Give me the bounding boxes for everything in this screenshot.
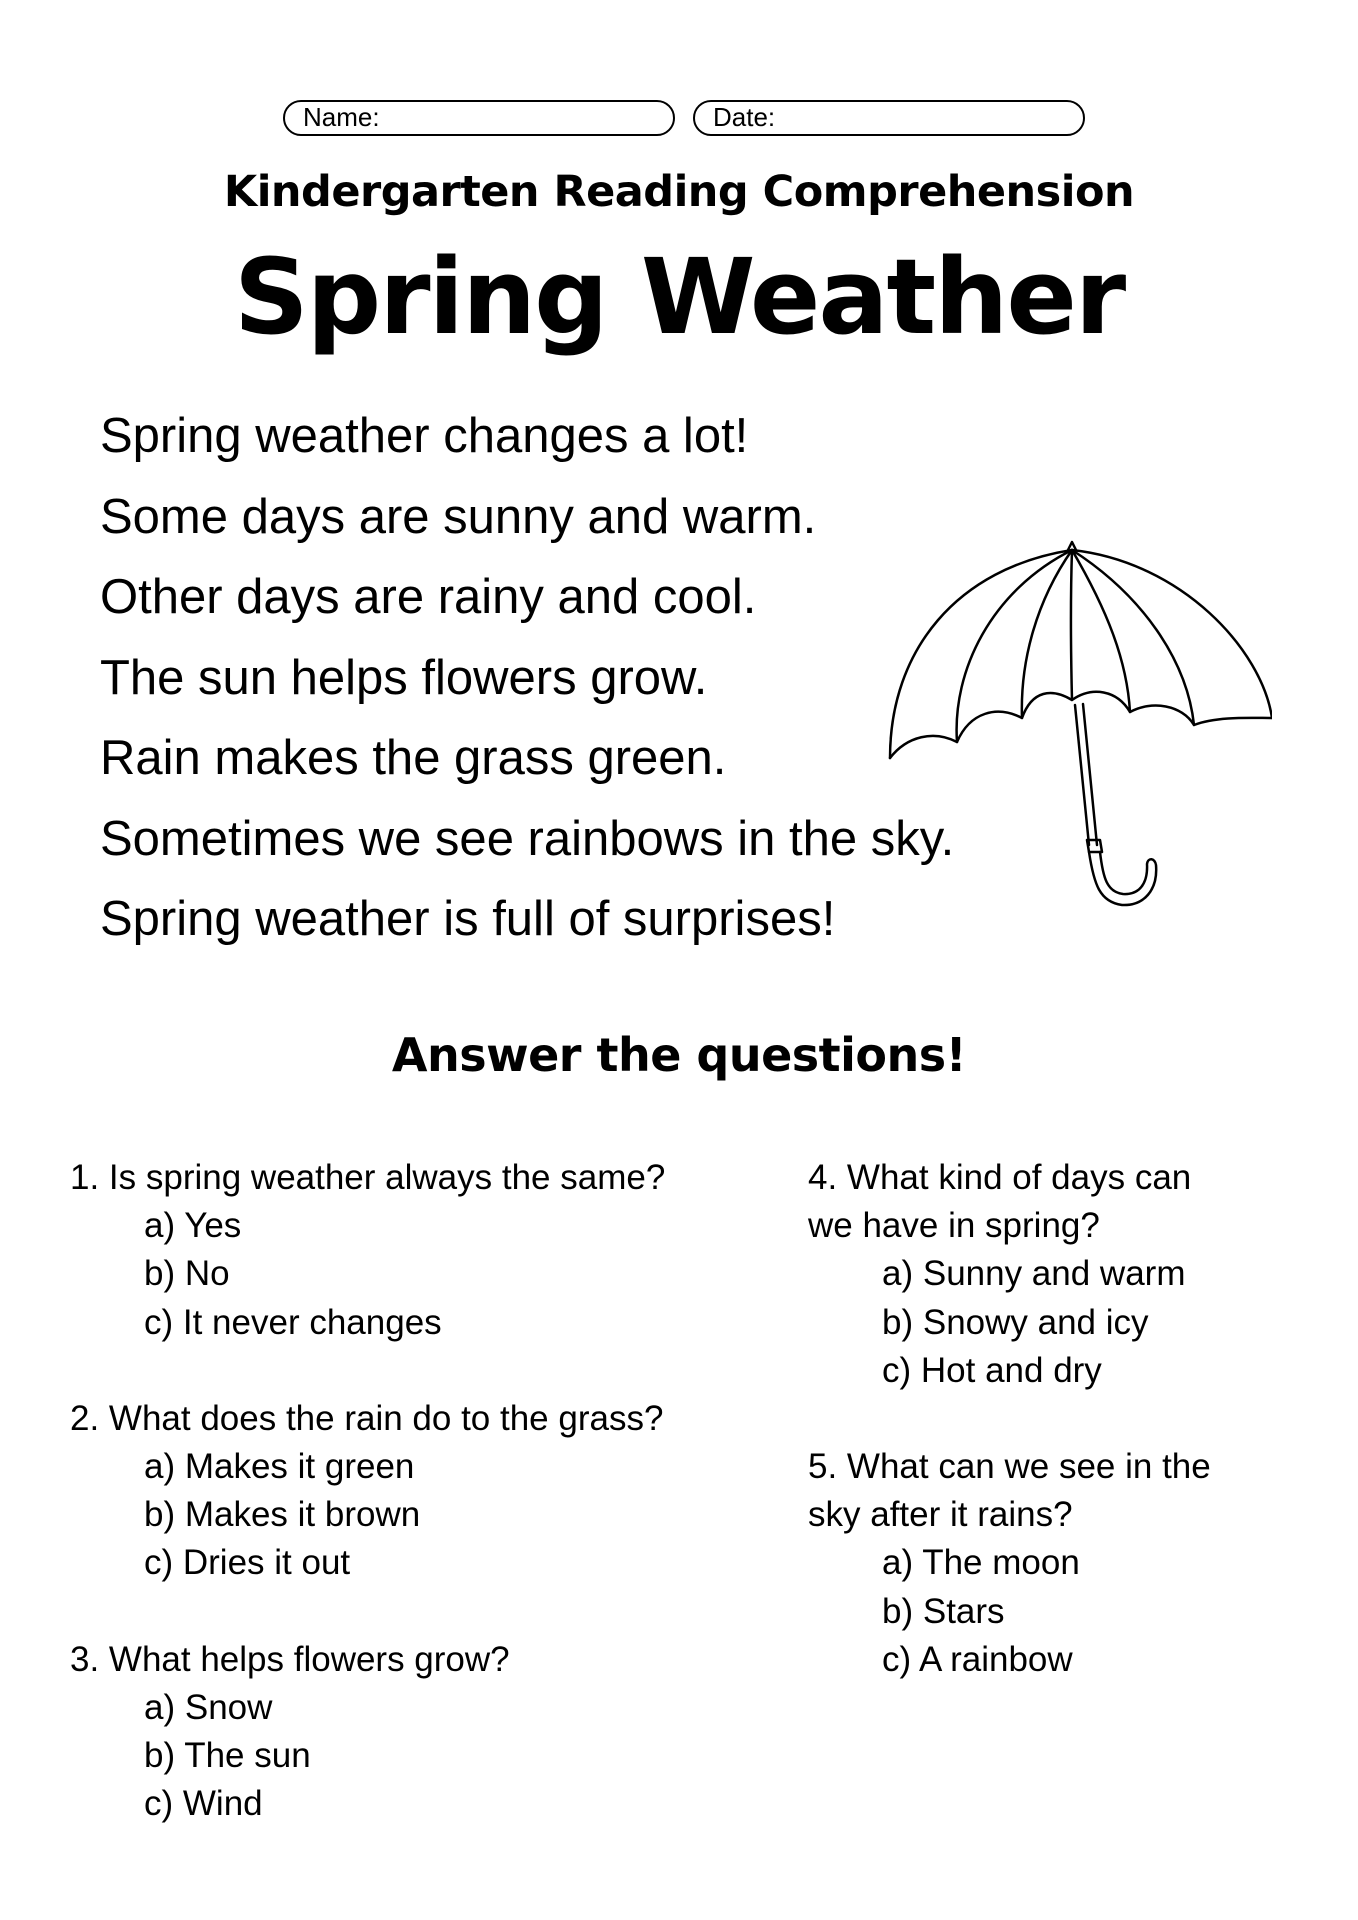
question-4	[808, 1154, 1308, 1395]
name-field[interactable]	[283, 100, 675, 136]
worksheet-subtitle: Kindergarten Reading Comprehension	[223, 167, 1135, 217]
answer-option[interactable]: a) Snow	[144, 1687, 273, 1727]
questions-right-column	[808, 1154, 1308, 1684]
name-label: Name:	[303, 102, 380, 132]
question-text: 1. Is spring weather always the same?	[70, 1158, 666, 1197]
answer-option[interactable]: c) A rainbow	[882, 1639, 1073, 1679]
answer-option[interactable]: b) Snowy and icy	[882, 1302, 1149, 1342]
passage-line: Spring weather changes a lot!	[100, 409, 749, 463]
umbrella-icon	[882, 540, 1272, 940]
answer-option[interactable]: c) Wind	[144, 1784, 263, 1824]
question-text-line: 5. What can we see in the	[808, 1447, 1211, 1487]
reading-passage	[100, 396, 954, 960]
answer-option[interactable]: a) Sunny and warm	[882, 1254, 1186, 1294]
worksheet-title: Spring Weather	[233, 236, 1125, 358]
answer-option[interactable]: c) Hot and dry	[882, 1350, 1102, 1390]
question-text: 3. What helps flowers grow?	[70, 1639, 510, 1679]
question-3	[70, 1636, 790, 1829]
date-field[interactable]	[693, 100, 1085, 136]
answer-option[interactable]: c) It never changes	[144, 1302, 442, 1342]
questions-left-column	[70, 1154, 790, 1828]
questions-heading: Answer the questions!	[391, 1028, 967, 1082]
passage-line: The sun helps flowers grow.	[100, 650, 708, 705]
answer-option[interactable]: a) Yes	[144, 1206, 242, 1246]
answer-option[interactable]: b) Makes it brown	[144, 1495, 421, 1535]
date-label: Date:	[713, 102, 776, 132]
answer-option[interactable]: c) Dries it out	[144, 1543, 351, 1583]
answer-option[interactable]: b) No	[144, 1254, 230, 1294]
question-5	[808, 1443, 1308, 1684]
answer-option[interactable]: b) The sun	[144, 1736, 311, 1776]
passage-line: Spring weather is full of surprises!	[100, 892, 836, 946]
answer-option[interactable]: b) Stars	[882, 1591, 1005, 1631]
answer-option[interactable]: a) Makes it green	[144, 1447, 415, 1487]
question-1	[70, 1154, 790, 1347]
passage-line: Some days are sunny and warm.	[100, 489, 817, 544]
answer-option[interactable]: a) The moon	[882, 1543, 1080, 1583]
question-2	[70, 1395, 790, 1588]
question-text-line: 4. What kind of days can	[808, 1158, 1192, 1197]
passage-line: Sometimes we see rainbows in the sky.	[100, 811, 955, 866]
question-text-line: sky after it rains?	[808, 1495, 1073, 1535]
question-text: 2. What does the rain do to the grass?	[70, 1398, 664, 1438]
passage-line: Rain makes the grass green.	[100, 731, 727, 785]
question-text-line: we have in spring?	[808, 1206, 1100, 1246]
passage-line: Other days are rainy and cool.	[100, 570, 757, 624]
